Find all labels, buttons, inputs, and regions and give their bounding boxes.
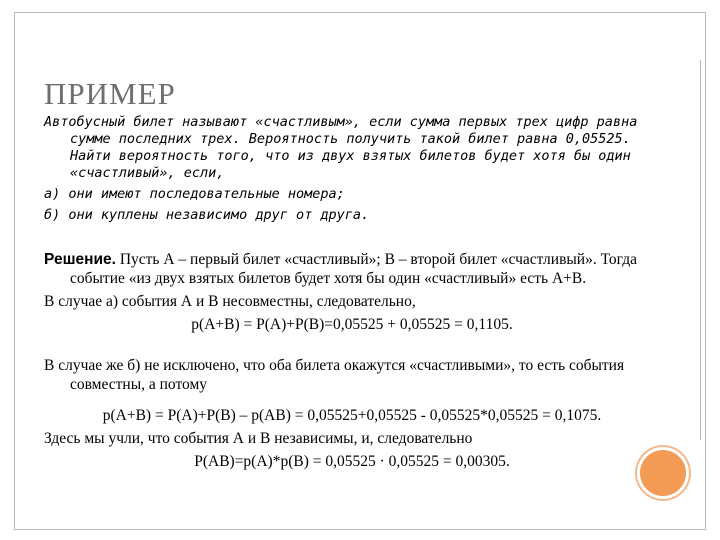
solution-intro-paragraph	[44, 250, 660, 288]
decorative-circle	[640, 450, 686, 496]
solution-intro: Пусть А – первый билет «счастливый»; В – второй билет «счастливый». Тогда событие «из двух взятых билетов будет хотя бы один «счастливый» есть А+В.	[70, 251, 637, 287]
problem-item-a: а) они имеют последовательные номера;	[44, 186, 345, 202]
formula-b: р(А+В) = Р(А)+Р(В) – р(АВ) = 0,05525+0,05525 - 0,05525*0,05525 = 0,1075.	[102, 407, 602, 424]
problem-statement	[44, 114, 660, 224]
slide-content	[44, 114, 660, 471]
solution-case-b: В случае же б) не исключено, что оба билета окажутся «счастливыми», то есть события совместны, а потому	[44, 357, 625, 393]
formula-a: р(А+В) = Р(А)+Р(В)=0,05525 + 0,05525 = 0,1105.	[191, 316, 513, 333]
problem-text: Автобусный билет называют «счастливым», если сумма первых трех цифр равна сумме последних трех. Вероятность получить такой билет равна 0,05525. Найти вероятность того, что из двух взятых билетов будет хотя бы один «счастливый», если,	[44, 114, 638, 181]
solution-case-a: В случае а) события А и В несовместны, следовательно,	[44, 293, 416, 310]
solution-note: Здесь мы учли, что события А и В независимы, и, следовательно	[44, 430, 473, 447]
solution-label: Решение.	[44, 251, 116, 268]
slide-side-line	[700, 60, 701, 440]
solution-block	[44, 250, 660, 471]
formula-c: Р(АВ)=р(А)*р(В) = 0,05525 · 0,05525 = 0,00305.	[194, 453, 510, 470]
slide-title: ПРИМЕР	[44, 76, 176, 111]
problem-item-b: б) они куплены независимо друг от друга.	[44, 207, 370, 223]
